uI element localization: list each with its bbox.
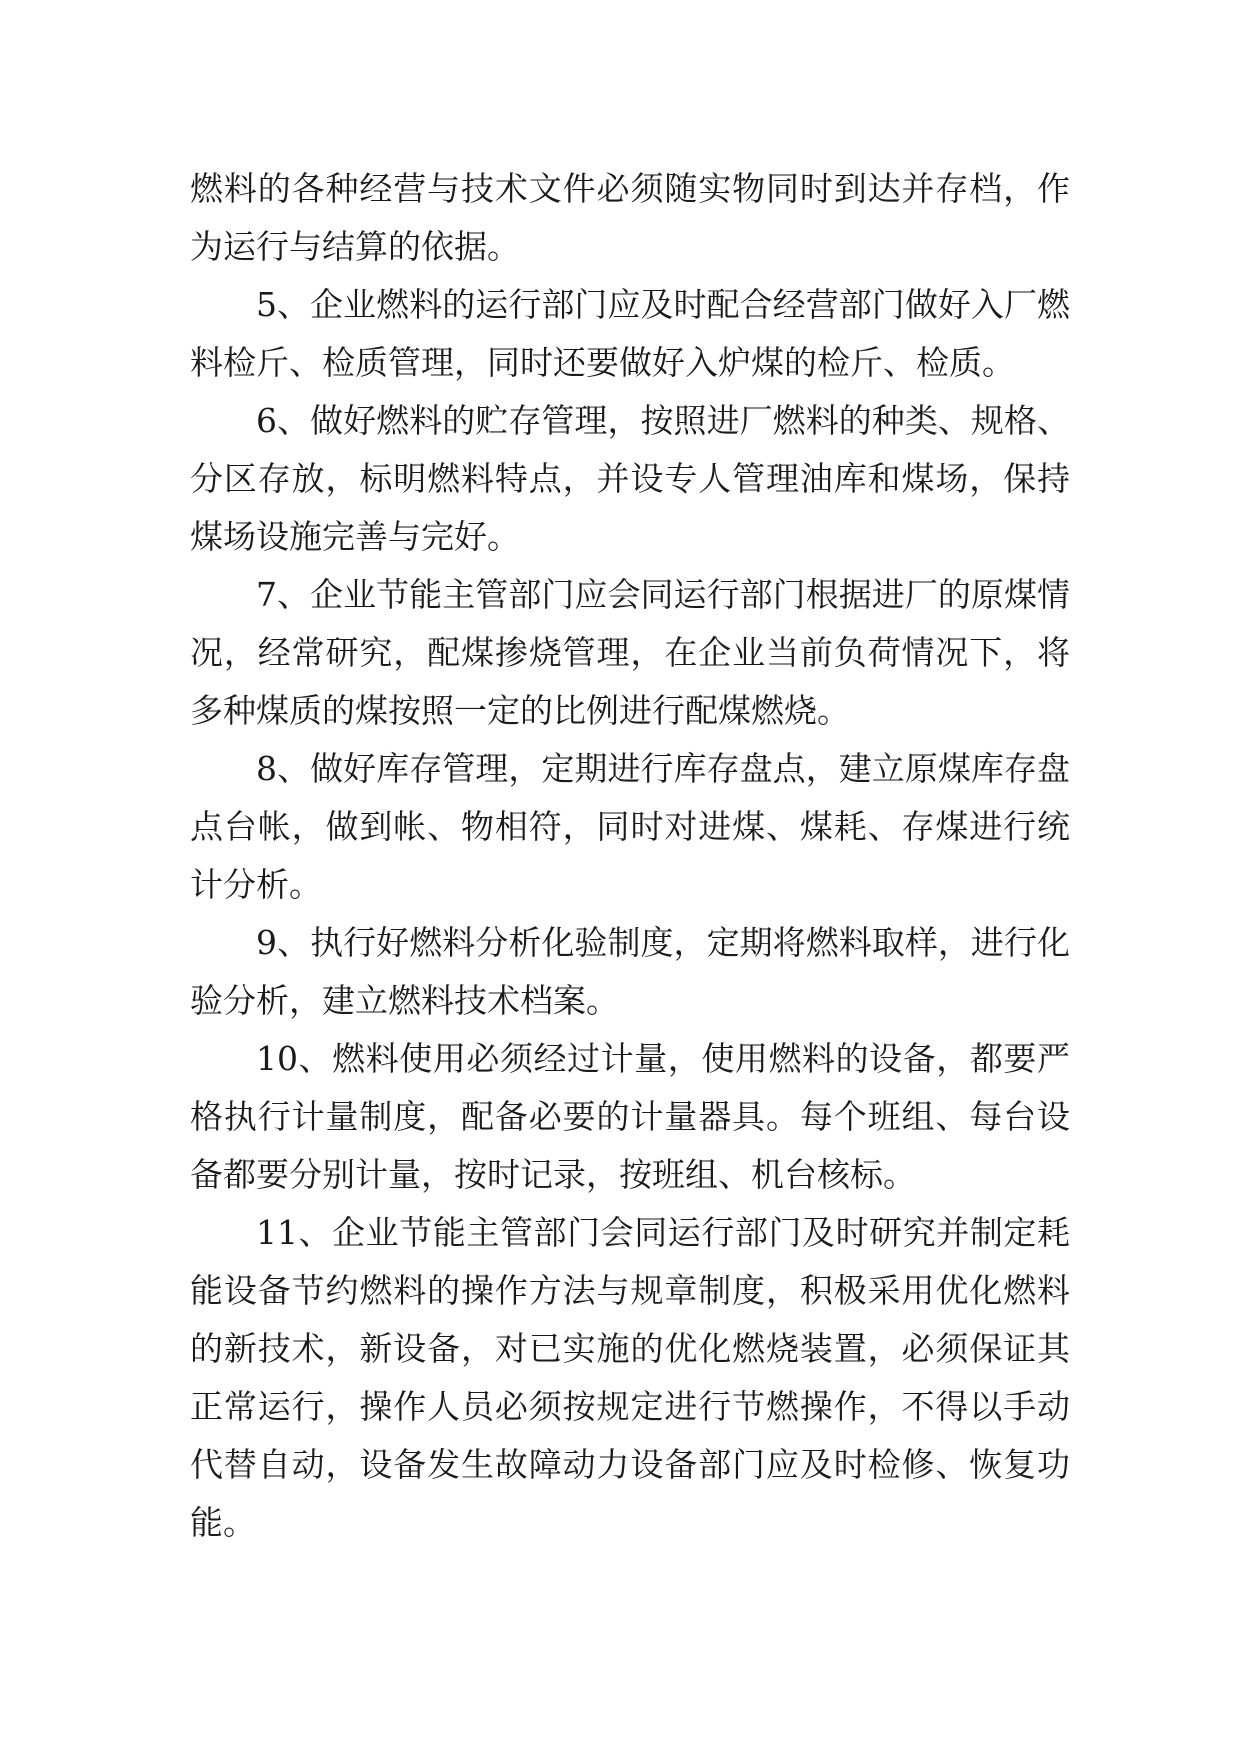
paragraph-item-10: 10、燃料使用必须经过计量，使用燃料的设备，都要严格执行计量制度，配备必要的计量器具。每个班组、每台设备都要分别计量，按时记录，按班组、机台核标。 — [190, 1039, 1070, 1194]
paragraph-item-8: 8、做好库存管理，定期进行库存盘点，建立原煤库存盘点台帐，做到帐、物相符，同时对进煤、煤耗、存煤进行统计分析。 — [190, 749, 1070, 904]
paragraph-item-7: 7、企业节能主管部门应会同运行部门根据进厂的原煤情况，经常研究，配煤掺烧管理，在企业当前负荷情况下，将多种煤质的煤按照一定的比例进行配煤燃烧。 — [190, 575, 1070, 730]
document-body — [190, 160, 1070, 1552]
paragraph-item-5: 5、企业燃料的运行部门应及时配合经营部门做好入厂燃料检斤、检质管理，同时还要做好入炉煤的检斤、检质。 — [190, 285, 1070, 382]
paragraph-item-6: 6、做好燃料的贮存管理，按照进厂燃料的种类、规格、分区存放，标明燃料特点，并设专人管理油库和煤场，保持煤场设施完善与完好。 — [190, 401, 1070, 556]
paragraph-continued: 燃料的各种经营与技术文件必须随实物同时到达并存档，作为运行与结算的依据。 — [190, 169, 1070, 266]
paragraph-item-11: 11、企业节能主管部门会同运行部门及时研究并制定耗能设备节约燃料的操作方法与规章制度，积极采用优化燃料的新技术，新设备，对已实施的优化燃烧装置，必须保证其正常运行，操作人员必须按规定进行节燃操作，不得以手动代替自动，设备发生故障动力设备部门应及时检修、恢复功能。 — [190, 1213, 1070, 1542]
paragraph-item-9: 9、执行好燃料分析化验制度，定期将燃料取样，进行化验分析，建立燃料技术档案。 — [190, 923, 1070, 1020]
